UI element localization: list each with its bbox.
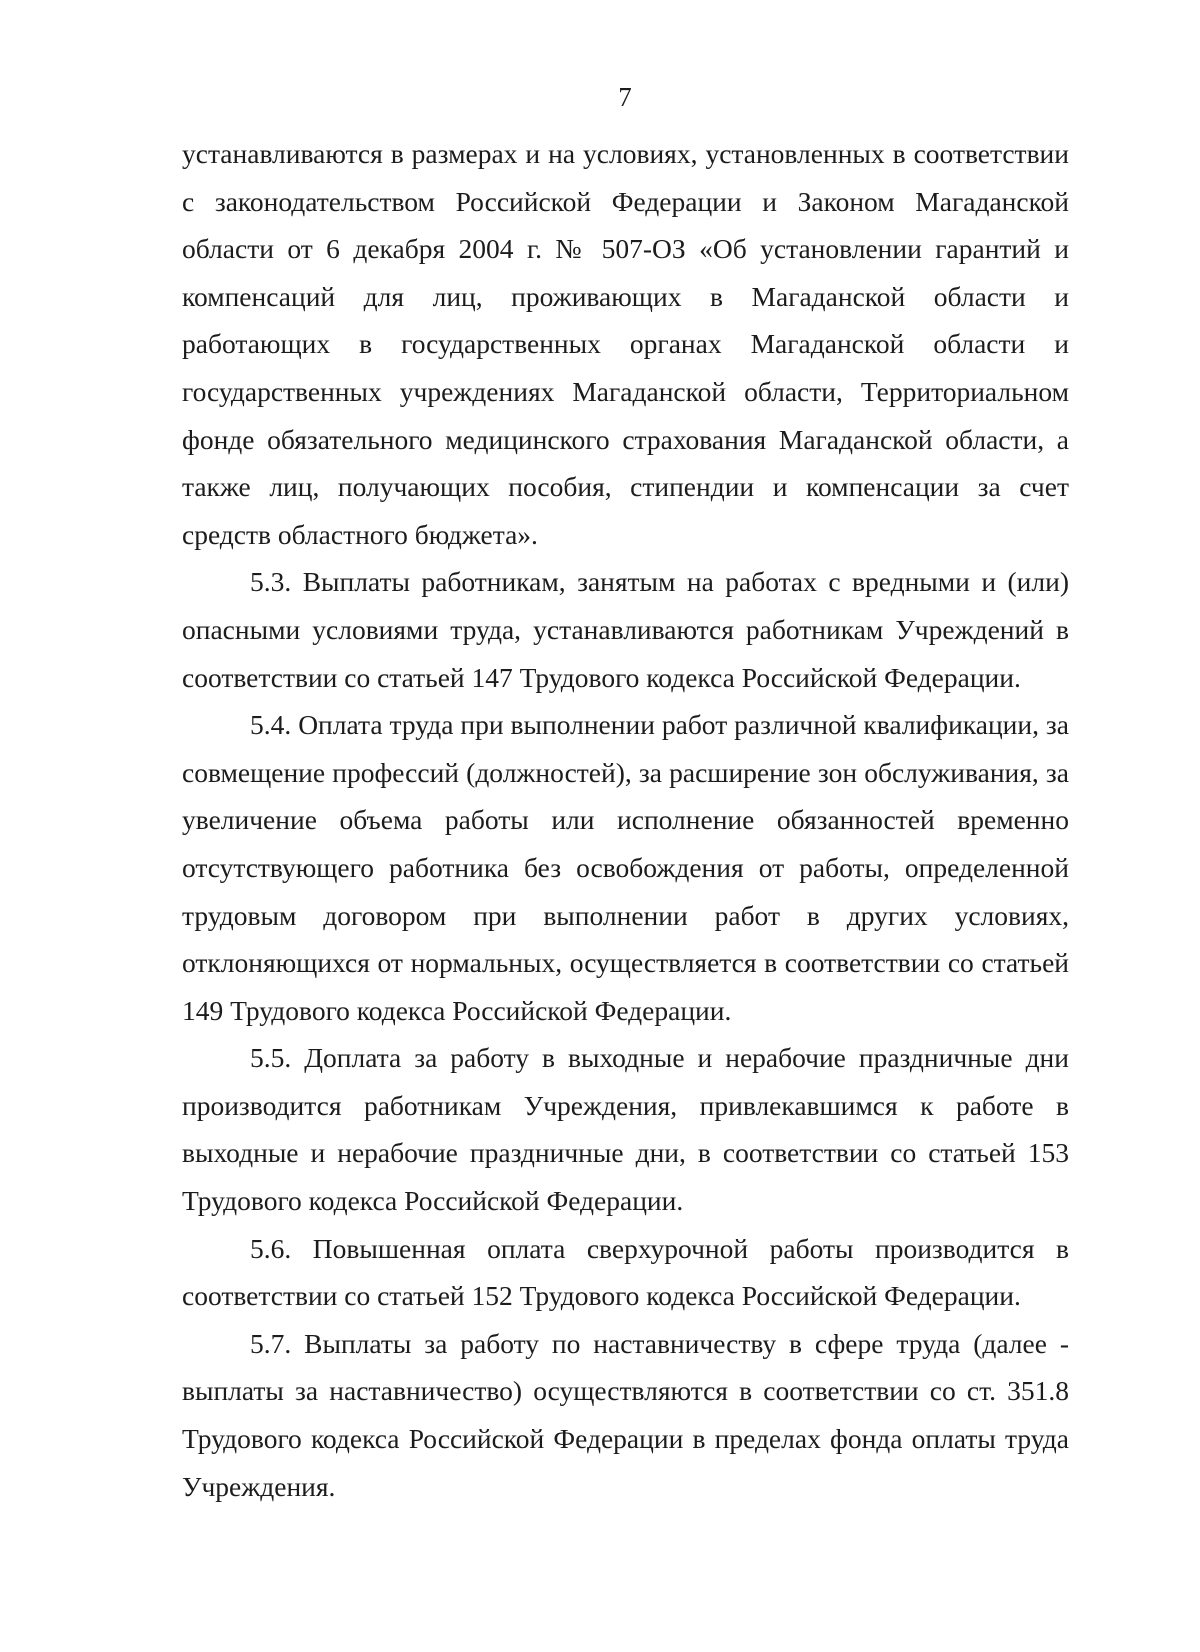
page-number: 7 — [618, 82, 632, 112]
document-body — [182, 130, 1069, 1510]
paragraph-5-3: 5.3. Выплаты работникам, занятым на работах с вредными и (или) опасными условиями труда, устанавливаются работникам Учреждений в соответствии со статьей 147 Трудового кодекса Российской Федерации. — [182, 566, 1069, 693]
paragraph-continuation: устанавливаются в размерах и на условиях, установленных в соответствии с законодательством Российской Федерации и Законом Магаданской области от 6 декабря 2004 г. № 507-ОЗ «Об установлении гарантий и компенсаций для лиц, проживающих в Магаданской области и работающих в государственных органах Магаданской области и государственных учреждениях Магаданской области, Территориальном фонде обязательного медицинского страхования Магаданской области, а также лиц, получающих пособия, стипендии и компенсации за счет средств областного бюджета». — [182, 138, 1069, 550]
paragraph-5-4: 5.4. Оплата труда при выполнении работ различной квалификации, за совмещение профессий (должностей), за расширение зон обслуживания, за увеличение объема работы или исполнение обязанностей временно отсутствующего работника без освобождения от работы, определенной трудовым договором при выполнении работ в других условиях, отклоняющихся от нормальных, осуществляется в соответствии со статьей 149 Трудового кодекса Российской Федерации. — [182, 709, 1069, 1026]
paragraph-5-7: 5.7. Выплаты за работу по наставничеству в сфере труда (далее - выплаты за наставничество) осуществляются в соответствии со ст. 351.8 Трудового кодекса Российской Федерации в пределах фонда оплаты труда Учреждения. — [182, 1327, 1069, 1502]
paragraph-5-5: 5.5. Доплата за работу в выходные и нерабочие праздничные дни производится работникам Учреждения, привлекавшимся к работе в выходные и нерабочие праздничные дни, в соответствии со статьей 153 Трудового кодекса Российской Федерации. — [182, 1042, 1069, 1217]
paragraph-5-6: 5.6. Повышенная оплата сверхурочной работы производится в соответствии со статьей 152 Трудового кодекса Российской Федерации. — [182, 1232, 1069, 1312]
